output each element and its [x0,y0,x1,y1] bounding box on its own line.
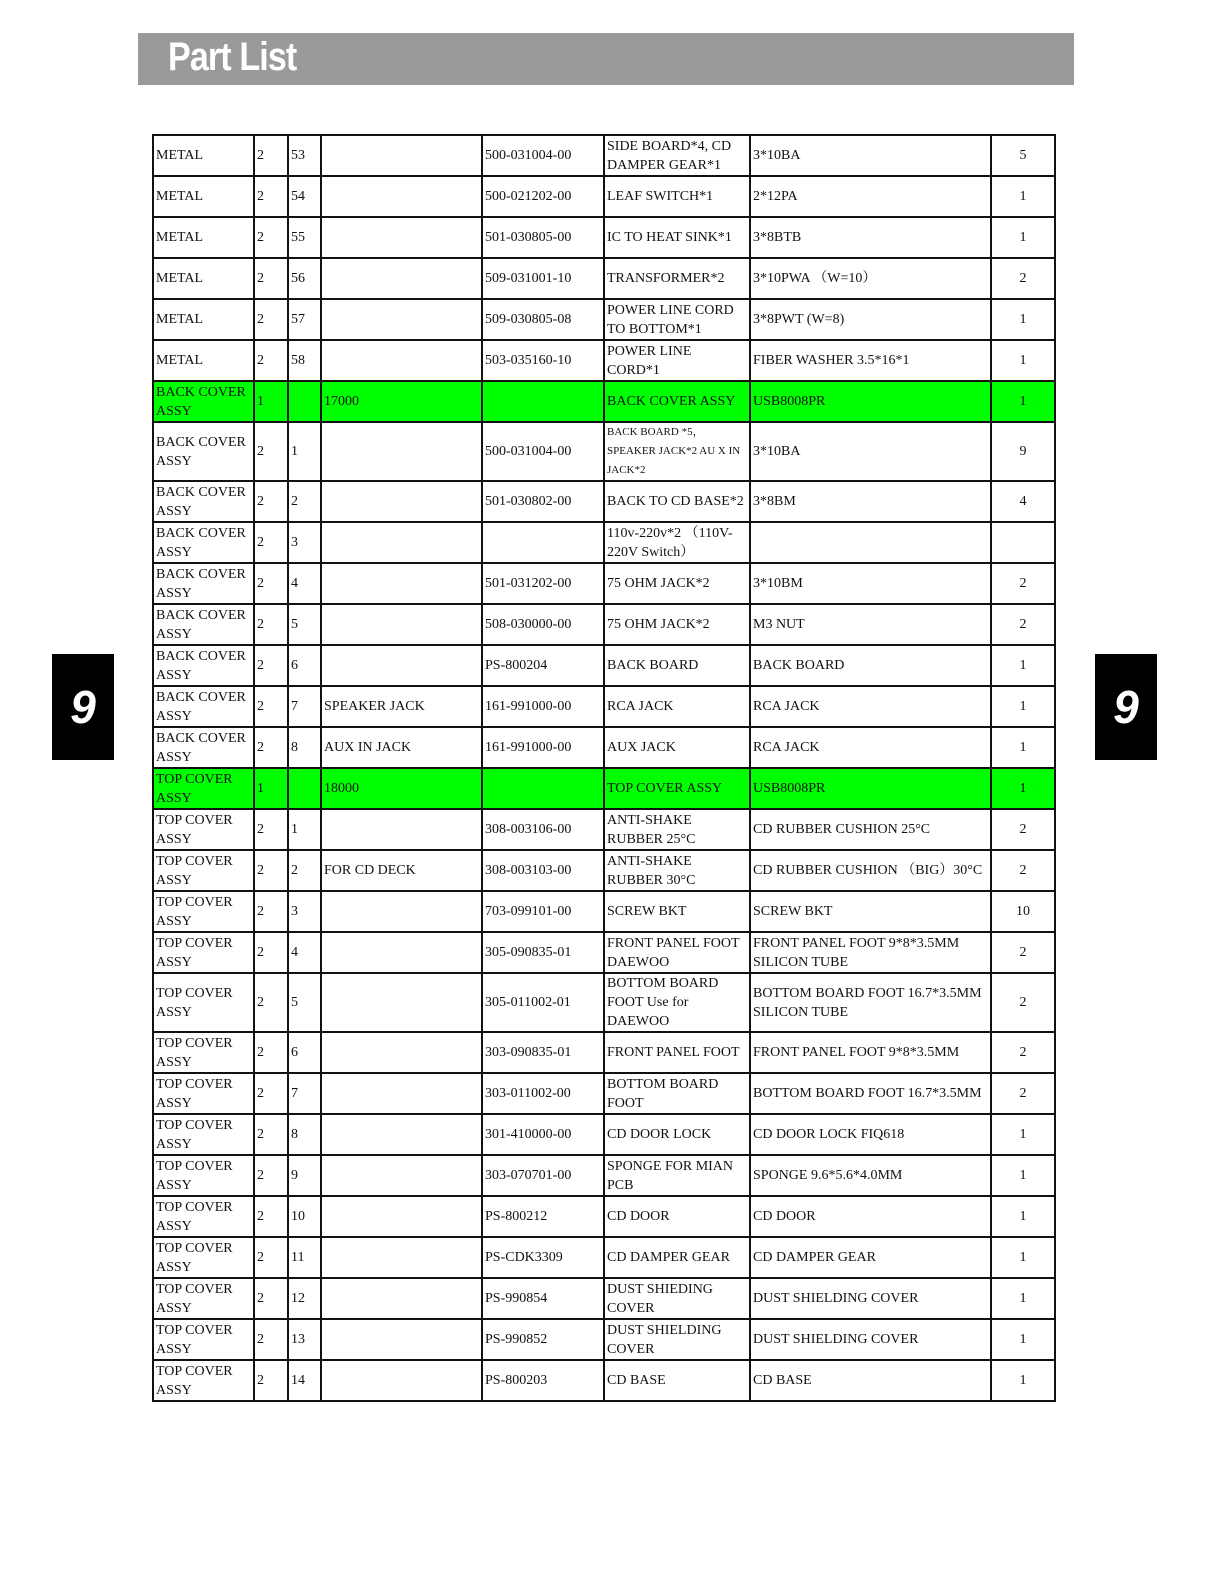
table-cell-group: TOP COVER ASSY [153,1114,254,1155]
table-cell-quantity: 2 [991,258,1055,299]
table-cell-level: 2 [254,1073,288,1114]
table-cell-part-number: PS-990852 [482,1319,604,1360]
table-cell-group: METAL [153,340,254,381]
table-cell-description [321,1360,482,1401]
table-cell-level: 2 [254,340,288,381]
table-row [153,1237,1055,1278]
table-cell-description [321,809,482,850]
table-cell-part-name: ANTI-SHAKE RUBBER 30°C [604,850,750,891]
table-cell-quantity: 1 [991,1360,1055,1401]
table-cell-item-no [288,381,321,422]
table-cell-group: BACK COVER ASSY [153,563,254,604]
table-cell-description [321,973,482,1032]
table-cell-quantity: 1 [991,217,1055,258]
table-row [153,645,1055,686]
table-cell-part-name: IC TO HEAT SINK*1 [604,217,750,258]
table-cell-group: TOP COVER ASSY [153,1073,254,1114]
table-cell-specification: DUST SHIELDING COVER [750,1278,991,1319]
table-cell-group: TOP COVER ASSY [153,1155,254,1196]
table-row [153,299,1055,340]
table-cell-quantity: 4 [991,481,1055,522]
table-cell-part-number: 303-090835-01 [482,1032,604,1073]
table-cell-description [321,1114,482,1155]
table-cell-item-no: 9 [288,1155,321,1196]
table-cell-item-no: 5 [288,604,321,645]
table-cell-part-name: ANTI-SHAKE RUBBER 25°C [604,809,750,850]
table-cell-group: TOP COVER ASSY [153,973,254,1032]
table-cell-quantity: 1 [991,299,1055,340]
table-cell-level: 2 [254,1360,288,1401]
table-cell-quantity: 2 [991,932,1055,973]
page-title: Part List [168,35,297,79]
table-cell-item-no: 2 [288,850,321,891]
table-cell-part-number: 501-031202-00 [482,563,604,604]
table-cell-level: 2 [254,1237,288,1278]
table-cell-specification: FRONT PANEL FOOT 9*8*3.5MM [750,1032,991,1073]
table-cell-part-name: CD DAMPER GEAR [604,1237,750,1278]
table-cell-specification: BACK BOARD [750,645,991,686]
table-cell-quantity [991,522,1055,563]
table-row [153,1360,1055,1401]
table-cell-specification: FRONT PANEL FOOT 9*8*3.5MM SILICON TUBE [750,932,991,973]
chapter-tab-right: 9 [1095,654,1157,760]
table-cell-item-no: 12 [288,1278,321,1319]
table-cell-part-number: 308-003103-00 [482,850,604,891]
table-row [153,604,1055,645]
table-cell-part-name: BOTTOM BOARD FOOT [604,1073,750,1114]
table-cell-description [321,299,482,340]
table-cell-level: 2 [254,1278,288,1319]
table-row [153,381,1055,422]
table-cell-item-no: 2 [288,481,321,522]
table-cell-specification: BOTTOM BOARD FOOT 16.7*3.5MM [750,1073,991,1114]
table-cell-specification: 2*12PA [750,176,991,217]
table-cell-item-no: 4 [288,932,321,973]
table-cell-specification: USB8008PR [750,768,991,809]
table-cell-part-number: 703-099101-00 [482,891,604,932]
table-cell-quantity: 9 [991,422,1055,481]
table-cell-item-no: 3 [288,891,321,932]
table-cell-specification: 3*8BTB [750,217,991,258]
table-cell-level: 2 [254,891,288,932]
table-cell-part-name: 110v-220v*2 （110V-220V Switch） [604,522,750,563]
table-cell-specification: DUST SHIELDING COVER [750,1319,991,1360]
table-row [153,340,1055,381]
table-cell-quantity: 1 [991,727,1055,768]
table-cell-quantity: 1 [991,1155,1055,1196]
table-cell-part-name: CD DOOR LOCK [604,1114,750,1155]
table-cell-level: 2 [254,809,288,850]
table-row [153,522,1055,563]
table-cell-part-name: DUST SHIELDING COVER [604,1319,750,1360]
table-row [153,686,1055,727]
table-cell-quantity: 2 [991,809,1055,850]
table-cell-part-name: FRONT PANEL FOOT [604,1032,750,1073]
table-cell-part-name: SPONGE FOR MIAN PCB [604,1155,750,1196]
table-row [153,1073,1055,1114]
table-cell-group: METAL [153,299,254,340]
table-cell-group: TOP COVER ASSY [153,768,254,809]
table-cell-description [321,645,482,686]
table-cell-level: 2 [254,258,288,299]
table-cell-part-number [482,522,604,563]
table-row [153,1032,1055,1073]
table-cell-group: BACK COVER ASSY [153,481,254,522]
table-row [153,258,1055,299]
table-cell-quantity: 1 [991,1319,1055,1360]
table-cell-part-name: AUX JACK [604,727,750,768]
table-cell-description [321,1155,482,1196]
table-cell-description: 17000 [321,381,482,422]
table-cell-part-number: 305-090835-01 [482,932,604,973]
table-cell-part-name: POWER LINE CORD TO BOTTOM*1 [604,299,750,340]
table-cell-description: SPEAKER JACK [321,686,482,727]
table-cell-group: TOP COVER ASSY [153,1032,254,1073]
table-cell-group: TOP COVER ASSY [153,1360,254,1401]
table-cell-description [321,258,482,299]
table-cell-item-no: 6 [288,1032,321,1073]
table-cell-item-no: 6 [288,645,321,686]
table-cell-part-name: DUST SHIEDING COVER [604,1278,750,1319]
table-cell-specification: 3*10PWA （W=10） [750,258,991,299]
table-cell-part-number: 500-021202-00 [482,176,604,217]
table-cell-item-no: 5 [288,973,321,1032]
table-cell-group: BACK COVER ASSY [153,686,254,727]
table-cell-part-name: BACK TO CD BASE*2 [604,481,750,522]
chapter-tab-left: 9 [52,654,114,760]
table-row [153,1196,1055,1237]
table-cell-group: TOP COVER ASSY [153,809,254,850]
table-cell-group: BACK COVER ASSY [153,522,254,563]
table-cell-description [321,1073,482,1114]
table-cell-group: TOP COVER ASSY [153,1196,254,1237]
table-cell-level: 2 [254,645,288,686]
table-cell-part-number: 308-003106-00 [482,809,604,850]
table-cell-quantity: 1 [991,1114,1055,1155]
table-cell-group: TOP COVER ASSY [153,891,254,932]
table-cell-description [321,340,482,381]
table-cell-quantity: 5 [991,135,1055,176]
table-cell-group: TOP COVER ASSY [153,932,254,973]
table-cell-part-number: 501-030805-00 [482,217,604,258]
table-cell-part-number: 509-031001-10 [482,258,604,299]
table-cell-specification: USB8008PR [750,381,991,422]
table-cell-level: 2 [254,1032,288,1073]
table-cell-item-no: 55 [288,217,321,258]
table-cell-part-name: 75 OHM JACK*2 [604,604,750,645]
table-cell-level: 2 [254,217,288,258]
table-cell-specification: M3 NUT [750,604,991,645]
table-cell-part-number: 303-070701-00 [482,1155,604,1196]
table-row [153,422,1055,481]
table-cell-part-number [482,768,604,809]
table-cell-description [321,1032,482,1073]
table-cell-group: BACK COVER ASSY [153,604,254,645]
table-row [153,481,1055,522]
table-row [153,1278,1055,1319]
table-cell-part-number: 509-030805-08 [482,299,604,340]
table-cell-specification: CD DOOR [750,1196,991,1237]
table-cell-item-no: 7 [288,686,321,727]
table-cell-specification: 3*8BM [750,481,991,522]
table-cell-description: 18000 [321,768,482,809]
table-cell-group: BACK COVER ASSY [153,727,254,768]
table-cell-part-name: TRANSFORMER*2 [604,258,750,299]
table-cell-part-number: PS-CDK3309 [482,1237,604,1278]
table-row [153,809,1055,850]
table-cell-description [321,604,482,645]
table-cell-group: TOP COVER ASSY [153,1319,254,1360]
table-cell-group: METAL [153,217,254,258]
table-cell-part-number: 501-030802-00 [482,481,604,522]
table-cell-level: 2 [254,604,288,645]
parts-table [152,134,1056,1402]
table-cell-quantity: 1 [991,1278,1055,1319]
table-cell-group: TOP COVER ASSY [153,1237,254,1278]
table-cell-level: 2 [254,299,288,340]
table-cell-description [321,891,482,932]
table-cell-item-no: 11 [288,1237,321,1278]
table-cell-level: 2 [254,1319,288,1360]
table-cell-specification: RCA JACK [750,686,991,727]
table-cell-group: METAL [153,258,254,299]
table-cell-description: AUX IN JACK [321,727,482,768]
table-cell-group: TOP COVER ASSY [153,850,254,891]
table-cell-level: 2 [254,481,288,522]
table-cell-specification: 3*10BA [750,135,991,176]
table-cell-specification: CD DOOR LOCK FIQ618 [750,1114,991,1155]
table-cell-part-number: 503-035160-10 [482,340,604,381]
table-cell-part-number: 161-991000-00 [482,727,604,768]
table-cell-specification: 3*10BM [750,563,991,604]
table-cell-quantity: 2 [991,563,1055,604]
table-cell-level: 2 [254,1155,288,1196]
table-cell-part-number: 508-030000-00 [482,604,604,645]
table-cell-quantity: 1 [991,1237,1055,1278]
table-cell-level: 2 [254,686,288,727]
table-cell-item-no: 56 [288,258,321,299]
table-row [153,176,1055,217]
table-cell-part-number: 303-011002-00 [482,1073,604,1114]
table-cell-specification: RCA JACK [750,727,991,768]
table-cell-description [321,1319,482,1360]
table-cell-part-name: SCREW BKT [604,891,750,932]
table-cell-item-no: 3 [288,522,321,563]
table-cell-part-name: SIDE BOARD*4, CD DAMPER GEAR*1 [604,135,750,176]
table-cell-level: 2 [254,522,288,563]
table-row [153,563,1055,604]
table-cell-level: 2 [254,135,288,176]
table-cell-description [321,481,482,522]
table-cell-quantity: 10 [991,891,1055,932]
table-cell-item-no: 13 [288,1319,321,1360]
table-row [153,135,1055,176]
table-cell-description [321,522,482,563]
table-cell-quantity: 2 [991,1032,1055,1073]
table-cell-level: 1 [254,768,288,809]
table-cell-description [321,1278,482,1319]
table-cell-level: 2 [254,973,288,1032]
table-cell-quantity: 1 [991,645,1055,686]
table-row [153,1319,1055,1360]
table-cell-group: BACK COVER ASSY [153,422,254,481]
table-cell-description [321,1196,482,1237]
table-cell-description [321,217,482,258]
table-cell-specification: CD BASE [750,1360,991,1401]
table-cell-item-no [288,768,321,809]
table-cell-description [321,932,482,973]
table-cell-part-number: 500-031004-00 [482,422,604,481]
table-cell-level: 2 [254,563,288,604]
table-cell-specification: SPONGE 9.6*5.6*4.0MM [750,1155,991,1196]
table-cell-description [321,176,482,217]
table-cell-level: 2 [254,1114,288,1155]
table-cell-quantity: 2 [991,1073,1055,1114]
table-cell-item-no: 8 [288,1114,321,1155]
table-cell-specification: CD DAMPER GEAR [750,1237,991,1278]
table-cell-level: 2 [254,932,288,973]
table-cell-part-number: 305-011002-01 [482,973,604,1032]
table-cell-part-name: TOP COVER ASSY [604,768,750,809]
table-cell-specification: 3*8PWT (W=8) [750,299,991,340]
table-cell-item-no: 8 [288,727,321,768]
table-cell-part-number: 161-991000-00 [482,686,604,727]
table-cell-group: METAL [153,135,254,176]
table-cell-item-no: 1 [288,422,321,481]
table-cell-group: TOP COVER ASSY [153,1278,254,1319]
table-row [153,217,1055,258]
table-cell-item-no: 58 [288,340,321,381]
table-cell-part-number: PS-800203 [482,1360,604,1401]
table-cell-quantity: 1 [991,686,1055,727]
table-cell-part-number: 500-031004-00 [482,135,604,176]
table-cell-description: FOR CD DECK [321,850,482,891]
table-cell-part-name: BACK BOARD [604,645,750,686]
table-cell-part-name: 75 OHM JACK*2 [604,563,750,604]
table-cell-level: 1 [254,381,288,422]
table-cell-description [321,135,482,176]
table-cell-part-name: CD BASE [604,1360,750,1401]
table-cell-specification: CD RUBBER CUSHION 25°C [750,809,991,850]
table-row [153,932,1055,973]
table-cell-part-number [482,381,604,422]
table-cell-quantity: 1 [991,340,1055,381]
table-cell-quantity: 2 [991,973,1055,1032]
table-cell-level: 2 [254,1196,288,1237]
table-cell-specification [750,522,991,563]
table-cell-group: BACK COVER ASSY [153,645,254,686]
table-cell-quantity: 1 [991,176,1055,217]
table-cell-quantity: 1 [991,768,1055,809]
table-cell-group: BACK COVER ASSY [153,381,254,422]
table-cell-description [321,563,482,604]
table-cell-item-no: 1 [288,809,321,850]
table-cell-part-number: PS-800212 [482,1196,604,1237]
table-cell-quantity: 1 [991,1196,1055,1237]
table-cell-part-name: BACK BOARD *5， SPEAKER JACK*2 AU X IN JACK*2 [604,422,750,481]
table-cell-item-no: 57 [288,299,321,340]
table-cell-specification: BOTTOM BOARD FOOT 16.7*3.5MM SILICON TUBE [750,973,991,1032]
table-cell-level: 2 [254,727,288,768]
table-row [153,1114,1055,1155]
table-cell-level: 2 [254,850,288,891]
table-cell-description [321,422,482,481]
table-cell-item-no: 7 [288,1073,321,1114]
table-cell-part-number: PS-800204 [482,645,604,686]
table-cell-item-no: 54 [288,176,321,217]
table-cell-specification: FIBER WASHER 3.5*16*1 [750,340,991,381]
table-cell-specification: CD RUBBER CUSHION （BIG）30°C [750,850,991,891]
table-row [153,1155,1055,1196]
table-cell-part-number: PS-990854 [482,1278,604,1319]
table-cell-part-name: LEAF SWITCH*1 [604,176,750,217]
table-cell-quantity: 2 [991,604,1055,645]
table-cell-level: 2 [254,422,288,481]
table-cell-item-no: 53 [288,135,321,176]
table-cell-quantity: 1 [991,381,1055,422]
table-cell-item-no: 4 [288,563,321,604]
table-cell-description [321,1237,482,1278]
table-cell-part-name: FRONT PANEL FOOT DAEWOO [604,932,750,973]
table-cell-specification: SCREW BKT [750,891,991,932]
table-cell-part-name: RCA JACK [604,686,750,727]
table-cell-part-name: BOTTOM BOARD FOOT Use for DAEWOO [604,973,750,1032]
table-row [153,768,1055,809]
table-row [153,891,1055,932]
table-row [153,727,1055,768]
table-cell-part-name: CD DOOR [604,1196,750,1237]
table-cell-part-name: POWER LINE CORD*1 [604,340,750,381]
table-cell-item-no: 10 [288,1196,321,1237]
table-cell-item-no: 14 [288,1360,321,1401]
table-cell-group: METAL [153,176,254,217]
header-bar [138,33,1074,85]
table-cell-quantity: 2 [991,850,1055,891]
table-cell-specification: 3*10BA [750,422,991,481]
table-row [153,850,1055,891]
table-cell-level: 2 [254,176,288,217]
table-cell-part-name: BACK COVER ASSY [604,381,750,422]
table-row [153,973,1055,1032]
table-cell-part-number: 301-410000-00 [482,1114,604,1155]
